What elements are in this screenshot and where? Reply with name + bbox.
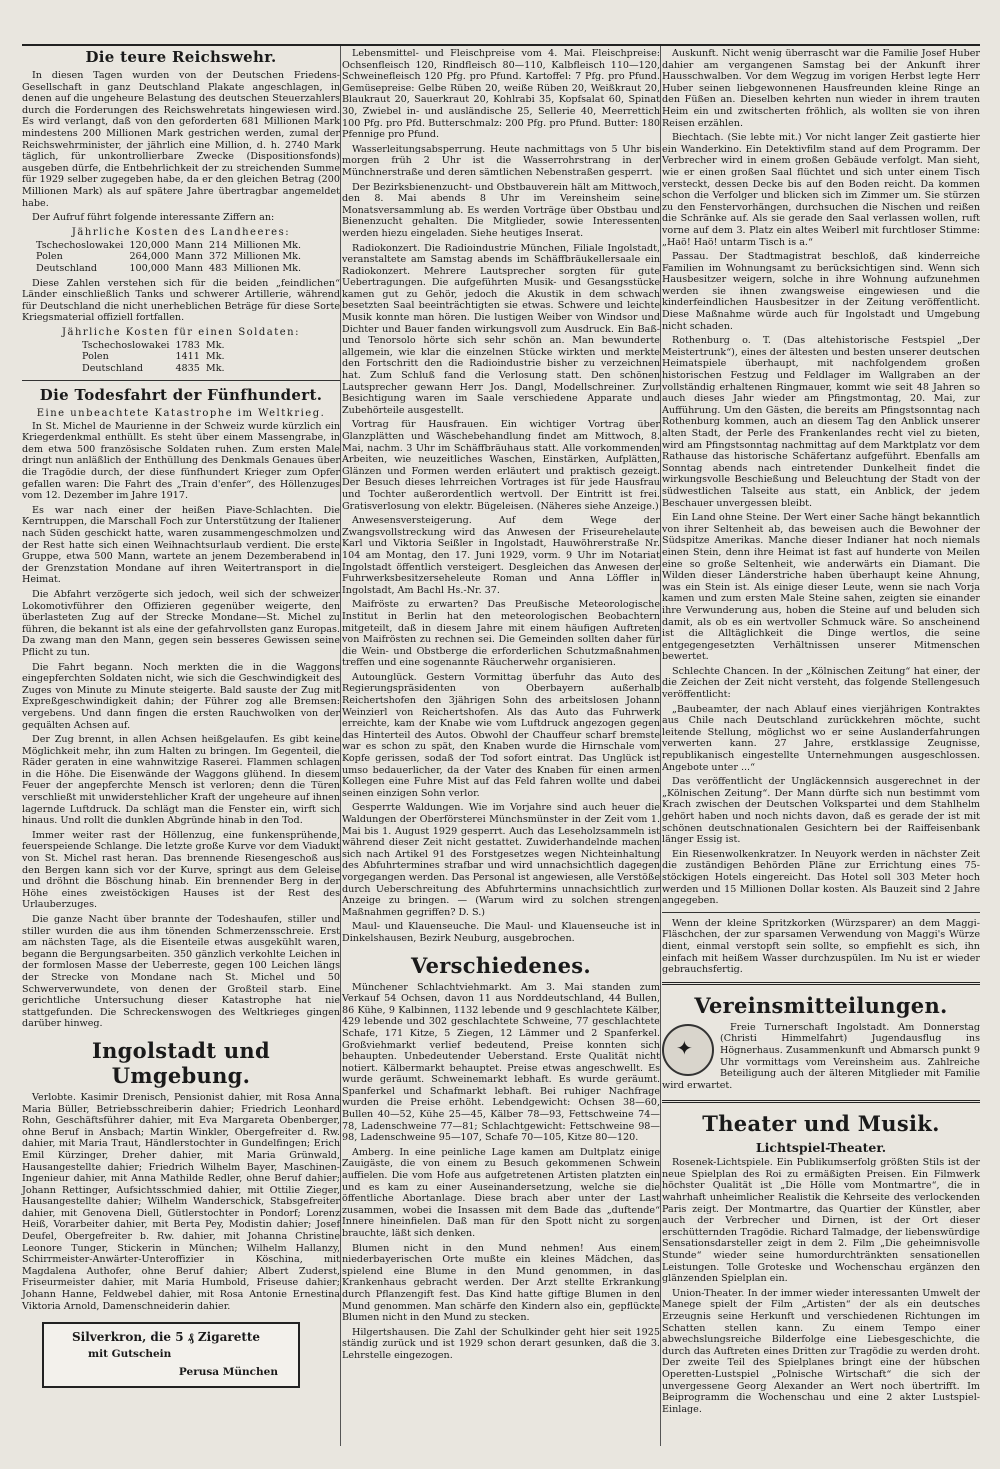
article-paragraph: Immer weiter rast der Höllenzug, eine funkensprühende, feuerspeiende Schlange. Die letzte große Kurve vor dem Viadukt von St. Michel rast heran. Das brennende Riesengeschoß aus den Bergen kann sich vor der Kurve, springt aus dem Geleise und dröhnt die Böschung hinab. Ein brennender Berg in der Höhe eines zweistöckigen Hauses ist der Rest des Urlauberzuges. xyxy=(22,829,340,911)
table-cell: Polen xyxy=(36,251,63,263)
article-paragraph: Das veröffentlicht der Ungläckennsich ausgerechnet in der „Kölnischen Zeitung“. Der Mann dürfte sich nun bestimmt vom Krach zwischen der Deutschen Volkspartei und dem Stahlhelm gehört haben und noch nichts davon, daß es gerade der ist mit schönen deutschnationalen Gesichtern bei der Raiffeisenbank länger Essig ist. xyxy=(662,776,980,846)
article-paragraph: In diesen Tagen wurden von der Deutschen Friedens-Gesellschaft in ganz Deutschland Plakate angeschlagen, in denen auf die ungeheure Belastung des deutschen Steuerzahlers durch die Forderungen des Reichswehretats hingewiesen wird. Es wird verlangt, daß von den geforderten 681 Millionen Mark mindestens 200 Millionen Mark gestrichen werden, zumal der Reichswehrminister, der jährlich eine Million, d. h. 2740 Mark täglich, für unkontrollierbare Zwecke (Dispositionsfonds) ausgeben dürfe, die Entbehrlichkeit der zu streichenden Summe für 1929 selber zugegeben habe, da er den gleichen Betrag (200 Millionen Mark) als auf spätere Jahre übertragbar angemeldet habe. xyxy=(22,70,340,209)
section-headline-verschiedenes: Verschiedenes. xyxy=(410,952,591,978)
table-cell: Mann xyxy=(175,262,204,274)
article-paragraph: Wenn der kleine Spritzkorken (Würzsparer) an dem Maggi-Fläschchen, der zur sparsamen Verwendung von Maggi's Würze dient, einmal verstopft sein sollte, so empfiehlt es sich, ihn einfach mit heißem Wasser durchzuspülen. Im Nu ist er wieder gebrauchsfertig. xyxy=(662,917,980,976)
table-cell: Polen xyxy=(82,351,109,363)
article-paragraph: Rothenburg o. T. (Das altehistorische Festspiel „Der Meistertrunk“), eines der ältesten und besten unserer deutschen Heimatspiele überhaupt, mit nachfolgendem großen historischen Festzug und Feldlager im Wallgraben an der vollständig erhaltenen Ringmauer, kommt wie seit 48 Jahren so auch dieses Jahr wieder am Pfingstmontag, 20. Mai, zur Aufführung. Um den Gästen, die bereits am Pfingstsonntag nach Rothenburg kommen, auch an diesem Tag den Anblick unserer alten Stadt, der Perle des Frankenlandes recht viel zu bieten, wird am Pfingstsonntag nachmittag auf dem Marktplatz vor dem Rathause das historische Schäfertanz aufgeführt. Ebenfalls am Sonntag abends nach eintretender Dunkelheit findet die wirkungsvolle Beschießung und Beleuchtung der Stadt von der südwestlichen Talseite aus statt, ein Anblick, der jedem Beschauer unvergessen bleibt. xyxy=(662,335,980,509)
table-cell: Millionen Mk. xyxy=(233,262,302,274)
article-paragraph: Schlechte Chancen. In der „Kölnischen Zeitung“ hat einer, der die Zeichen der Zeit nicht versteht, das folgende Stellengesuch veröffentlicht: xyxy=(662,665,980,701)
article-paragraph: Union-Theater. In der immer wieder interessanten Umwelt der Manege spielt der Film „Artisten“ der als ein deutsches Erzeugnis seine Herkunft und verschiedenen Richtungen im Schatten stellen kann. Zu einem Tempo einer abwechslungsreiche Bilderfolge eine Liebesgeschichte, die durch das Auftreten eines Dritten zur Tragödie zu werden droht. Der zweite Teil des Spielplanes bringt eine der hübschen Operetten-Lustspiel „Polnische Wirtschaft“ die sich der unvergessene Georg Alexander an Wert noch übertrifft. Im Beiprogramm die Wochenschau und eine 2 akter Lustspiel-Einlage. xyxy=(662,1287,980,1415)
article-paragraph: Die Fahrt begann. Noch merkten die in die Waggons eingepferchten Soldaten nicht, wie sich die Geschwindigkeit des Zuges von Minute zu Minute steigerte. Bald sauste der Zug mit Expreßgeschwindigkeit dahin; der Führer zog alle Bremsen: vergebens. Und dann fingen die ersten Rauchwolken von der gequälten Achsen auf. xyxy=(22,661,340,731)
ad-brand: Perusa München xyxy=(178,1366,278,1379)
divider xyxy=(22,380,340,381)
column-divider xyxy=(340,46,341,1446)
article-paragraph: Der Bezirksbienenzucht- und Obstbauverein hält am Mittwoch, den 8. Mai abends 8 Uhr im Vereinsheim seine Monatsversammlung ab. Es werden Vorträge über Obstbau und Bienenzucht gehalten. Die Mitglieder, sowie Interessenten werden hiezu eingeladen. Siehe heutiges Inserat. xyxy=(342,181,660,239)
table-cell: Deutschland xyxy=(36,262,97,274)
table-row xyxy=(82,351,231,363)
table-cell: 372 xyxy=(209,251,228,263)
table-cell: Mk. xyxy=(205,351,225,363)
article-paragraph: Anwesensversteigerung. Auf dem Wege der Zwangsvollstreckung wird das Anwesen der Friseurehelaute Karl und Viktoria Seißler in Ingolstadt, Hauwöhrerstraße Nr. 104 am Montag, den 17. Juni 1929, vorm. 9 Uhr im Notariat Ingolstadt öffentlich versteigert. Desgleichen das Anwesen der Fuhrwerksbesitzerseheleute Roman und Anna Löffler in Ingolstadt, Am Bachl Hs.-Nr. 37. xyxy=(342,515,660,596)
article-paragraph: Maifröste zu erwarten? Das Preußische Meteorologische Institut in Berlin hat den meteorologischen Beobachtern mitgeteilt, daß in diesem Jahre mit einem häufigen Auftreten von Maifrösten zu rechnen sei. Die Gemeinden sollten daher für die Wein- und Obstberge die erforderlichen Schutzmaßnahmen treffen und eine sogenannte Räucherwehr organisieren. xyxy=(342,599,660,669)
table-cell: Mk. xyxy=(205,339,225,351)
article-paragraph: Blumen nicht in den Mund nehmen! Aus einem niederbayerischen Orte mußte ein kleines Mädchen, das spielend eine Blume in den Mund genommen, in das Krankenhaus gebracht werden. Der Arzt stellte Erkrankung durch Pflanzengift fest. Das Kind hatte giftige Blumen in den Mund genommen. Man schärfe den Kindern also ein, gepflückte Blumen nicht in den Mund zu stecken. xyxy=(342,1242,660,1324)
advertisement-silverkron xyxy=(42,1322,300,1388)
article-paragraph: Autounglück. Gestern Vormittag überfuhr das Auto des Regierungspräsidenten von Oberbayern außerhalb Reichertshofen den 3jährigen Sohn des arbeitslosen Johann Weinzierl von Reichertshofen. Als das Auto das Fuhrwerk erreichte, kam der Knabe wie vom Luftdruck angezogen gegen das Hinterteil des Autos. Obwohl der Chauffeur scharf bremste war es schon zu spät, den Knaben wurde die Hirnschale vom Kopfe gerissen, sodaß der Tod sofort eintrat. Das Unglück ist umso bedauerlicher, da der Vater des Knaben für einen armen Kollegen eine Fuhre Mist auf das Feld fahren wollte und dabei seinen einzigen Sohn verlor. xyxy=(342,671,660,799)
turnerschaft-emblem-icon: ✦ xyxy=(662,1024,714,1076)
table-cell: 4835 xyxy=(175,363,200,375)
article-paragraph: Rosenek-Lichtspiele. Ein Publikumserfolg größten Stils ist der neue Spielplan des Roi zu ermäßigten Preisen. Ein Filmwerk höchster Qualität ist „Die Hölle vom Montmartre“, die in wahrhaft unheimlicher Realistik die Kehrseite des verlockenden Paris zeigt. Der Montmartre, das Quartier der Künstler, aber auch der Verbrecher und Dirnen, ist der Ort dieser erschütternden Tragödie. Richard Talmadge, der liebenswürdige Sensationsdarsteller zeigt in dem 2. Film „Die geheimnisvolle Stunde“ wieder seine humordurchtränkten sensationellen Leistungen. Tolle Groteske und Wochenschau ergänzen den glänzenden Spielplan ein. xyxy=(662,1157,980,1285)
section-headline-vereinsmitteilungen: Vereinsmitteilungen. xyxy=(694,992,948,1018)
subheadline: Eine unbeachtete Katastrophe im Weltkrieg. xyxy=(36,407,326,419)
divider xyxy=(662,1100,980,1103)
article-paragraph: Maul- und Klauenseuche. Die Maul- und Klauenseuche ist in Dinkelshausen, Bezirk Neuburg, ausgebrochen. xyxy=(342,921,660,944)
table-cell: 264,000 xyxy=(129,251,170,263)
cost-table-soldat xyxy=(82,340,231,375)
article-paragraph: Biechtach. (Sie lebte mit.) Vor nicht langer Zeit gastierte hier ein Wanderkino. Ein Detektivfilm stand auf dem Programm. Der Verbrecher wird in einem großen Gebäude verfolgt. Man sieht, wie er einen großen Saal flüchtet und sich unter einem Tisch versteckt, dessen Decke bis auf den Boden reicht. Da kommen schon die Verfolger und blicken sich im Zimmer um. Sie stürzen zu den Fenstervorhängen, durchsuchen die Nischen und reißen die Schränke auf. Als sie gerade den Saal verlassen wollen, ruft vorne auf dem 3. Platz ein altes Weiberl mit furchtloser Stimme: „Haö! Haö! untarm Tisch is a.“ xyxy=(662,132,980,248)
subheadline-lichtspiel: Lichtspiel-Theater. xyxy=(755,1140,887,1156)
ad-subline: mit Gutschein xyxy=(88,1348,172,1361)
article-paragraph: Ein Land ohne Steine. Der Wert einer Sache hängt bekanntlich von ihrer Seltenheit ab, das beweisen auch die Bewohner der Südspitze Amerikas. Manche dieser Indianer hat noch niemals einen Stein, denn ihre Heimat ist fast auf hunderte von Meilen eine so große Seltenheit, wie anderwärts ein Diamant. Die Wilden dieser Länderstriche haben überhaupt keine Ahnung, was ein Stein ist. Als einige dieser Leute, wenn sie nach Vorja kamen und zum ersten Male Steine sahen, zeigten sie einander ihre Verwunderung aus, hoben die Steine auf und beluden sich damit, als ob es ein wertvoller Schmuck wäre. So anscheinend ist die Alltäglichkeit die Dinge wertlos, die seine entgegengesetzten Verhältnissen unserer Mitmenschen bewertet. xyxy=(662,512,980,663)
table-cell: Mann xyxy=(175,239,204,251)
article-paragraph: „Baubeamter, der nach Ablauf eines vierjährigen Kontraktes aus Chile nach Deutschland zurückkehren möchte, sucht leitende Stellung, möglichst wo er seine Auslanderfahrungen verwerten kann. 27 Jahre, erstklassige Zeugnisse, republikanisch eingestellte Unternehmungen ausgeschlossen. Angebote unter ...“ xyxy=(662,703,980,773)
table-cell: 1783 xyxy=(175,339,200,351)
article-paragraph: Der Aufruf führt folgende interessante Ziffern an: xyxy=(32,212,275,224)
article-paragraph: Passau. Der Stadtmagistrat beschloß, daß kinderreiche Familien im Wohnungsamt zu berücksichtigen sind. Wenn sich Hausbesitzer weigern, solche in ihre Wohnung aufzunehmen werden sie ihnen zwangsweise eingewiesen und die kinderfeindlichen Hausbesitzer in der Zeitung veröffentlicht. Diese Maßnahme würde auch für Ingolstadt und Umgebung nicht schaden. xyxy=(662,251,980,332)
article-paragraph: Gesperrte Waldungen. Wie im Vorjahre sind auch heuer die Waldungen der Oberförsterei Münchsmünster in der Zeit vom 1. Mai bis 1. August 1929 gesperrt. Auch das Leseholzsammeln ist während dieser Zeit nicht gestattet. Zuwiderhandelnde machen sich nach Artikel 91 des Forstgesetzes wegen Nichteinhaltung des Abfuhrtermines strafbar und wird unnachsichtlich dagegen vorgegangen werden. Das Personal ist angewiesen, alle Verstöße durch Ueberschreitung des Abfuhrtermins unnachsichtlich zur Anzeige zu bringen. — (Warum wird zu solchen strengen Maßnahmen gegriffen? D. S.) xyxy=(342,802,660,918)
article-paragraph: Hilgertshausen. Die Zahl der Schulkinder geht hier seit 1925 ständig zurück und ist 1929 schon derart gesunken, daß die 3. Lehrstelle eingezogen. xyxy=(342,1326,660,1361)
article-paragraph: Freie Turnerschaft Ingolstadt. Am Donnerstag (Christi Himmelfahrt) Jugendausflug ins Högnerhaus. Zusammenkunft und Abmarsch punkt 9 Uhr vormittags vom Vereinsheim aus. Zahlreiche Beteiligung auch der älteren Mitglieder mit Familie wird erwartet. xyxy=(662,1021,980,1091)
table-cell: Millionen Mk. xyxy=(233,251,302,263)
article-paragraph: Münchener Schlachtviehmarkt. Am 3. Mai standen zum Verkauf 54 Ochsen, davon 11 aus Norddeutschland, 44 Bullen, 86 Kühe, 9 Kalbinnen, 1132 lebende und 9 geschlachtete Kälber, 429 lebende und 302 geschlachtete Schweine, 77 geschlachtete Schafe, 171 Kitze, 5 Ziegen, 12 Lämmer und 2 Spanferkel. Großviehmarkt verlief bedeutend, Preise konnten sich behaupten. Unbedeutender Ueberstand. Erste Qualität nicht notiert. Kälbermarkt behauptet. Preise etwas angeschwellt. Es wurde geräumt. Schweinemarkt lebhaft. Es wurde geräumt. Spanferkel und Schafmarkt lebhaft. Bei ruhiger Nachfrage wurden die Preise erhöht. Lebendgewicht: Ochsen 38—60, Bullen 40—52, Kühe 25—45, Kälber 78—93, Fettschweine 74—78, Ladenschweine 77—81; Schlachtgewicht: Fettschweine 98—98, Ladenschweine 95—107, Schafe 70—105, Kitze 80—120. xyxy=(342,981,660,1144)
article-paragraph: Es war nach einer der heißen Piave-Schlachten. Die Kerntruppen, die Marschall Foch zur Unterstützung der Italiener nach Süden geschickt hatte, waren zusammengeschmolzen und der Rest hatte sich einen Weihnachtsurlaub verdient. Die erste Gruppe, etwa 500 Mann, wartete an jenem Dezemberabend in der Grenzstation Mondane auf ihren Weitertransport in die Heimat. xyxy=(22,504,340,586)
table-cell: Tschechoslowakei xyxy=(82,339,170,351)
section-headline-theater: Theater und Musik. xyxy=(702,1111,940,1137)
article-paragraph: Wasserleitungsabsperrung. Heute nachmittags von 5 Uhr bis morgen früh 2 Uhr ist die Wasserrohrstrang in der Münchnerstraße und deren sämtlichen Nebenstraßen gesperrt. xyxy=(342,143,660,178)
table-caption: Jährliche Kosten des Landheeres: xyxy=(71,226,291,238)
article-paragraph: Diese Zahlen verstehen sich für die beiden „feindlichen“ Länder einschließlich Tanks und schwerer Artillerie, während für Deutschland die nicht unerheblichen Beträge für diese Sorte Kriegsmaterial offiziell fortfallen. xyxy=(22,277,340,324)
article-paragraph: Auskunft. Nicht wenig überrascht war die Familie Josef Huber dahier am vergangenen Samstag bei der Ankunft ihrer Hausschwalben. Vor dem Wegzug im vorigen Herbst legte Herr Huber seinen liebgewonnenen Hausfreunden kleine Ringe an den Füßen an. Dieselben kehrten nun wieder in ihrem trauten Heim ein und zwitscherten fröhlich, als wollten sie von ihren Reisen erzählen. xyxy=(662,48,980,129)
column-divider xyxy=(660,46,661,1446)
table-cell: 483 xyxy=(209,262,228,274)
article-paragraph: In St. Michel de Maurienne in der Schweiz wurde kürzlich ein Kriegerdenkmal enthüllt. Es steht über einem Massengrabe, in dem etwa 500 französische Soldaten ruhen. Zum ersten Male dringt nun anläßlich der Enthüllung des Denkmals Genaues über die Tragödie durch, der diese fünfhundert Krieger zum Opfer gefallen waren: Die Fahrt des „Train d'enfer“, des Höllenzuges vom 12. Dezember im Jahre 1917. xyxy=(22,420,340,502)
header-rule xyxy=(22,44,980,46)
article-paragraph: Verlobte. Kasimir Drenisch, Pensionist dahier, mit Rosa Anna Maria Büller, Betriebsschreiberin dahier; Friedrich Leonhard Rohn, Geschäftsführer dahier, mit Eva Margareta Obenberger, ohne Beruf in Ansbach; Martin Winkler, Obergefreiter d. Rw. dahier, mit Maria Traut, Händlerstochter in Gundelfingen; Erich Emil Kürzinger, Dreher dahier, mit Maria Grünwald, Hausangestellte dahier; Friedrich Wilhelm Bayer, Maschinen-Ingenieur dahier, mit Anna Mathilde Redler, ohne Beruf dahier; Johann Rettinger, Aufsichtsschmied dahier, mit Ottilie Zieger, Hausangestellte dahier; Wilhelm Wanderschick, Stabsgefreiter dahier, mit Genovena Diell, Gütlerstochter in Pondorf; Lorenz Heiß, Vorarbeiter dahier, mit Berta Pey, Modistin dahier; Josef Deufel, Obergefreiter b. Rw. dahier, mit Johanna Christine Leonore Tunger, Stickerin in München; Wilhelm Hallanzy, Schirrmeister-Anwärter-Unteroffizier in Köschina, mit Magdalena Authofer, ohne Beruf dahier; Albert Zuderst, Friseurmeister dahier, mit Maria Humbold, Friseuse dahier; Johann Hanne, Feldwebel dahier, mit Rosa Antonie Ernestina Viktoria Arnold, Damenschneiderin dahier. xyxy=(22,1091,340,1312)
divider xyxy=(662,982,980,985)
table-cell: Mk. xyxy=(205,363,225,375)
table-cell: Tschechoslowakei xyxy=(36,239,124,251)
headline-reichswehr: Die teure Reichswehr. xyxy=(85,48,277,66)
headline-todesfahrt: Die Todesfahrt der Fünfhundert. xyxy=(39,385,323,404)
section-headline-ingolstadt: Ingolstadt und Umgebung. xyxy=(91,1037,270,1088)
table-cell: 214 xyxy=(209,239,228,251)
table-cell: Deutschland xyxy=(82,363,143,375)
article-paragraph: Lebensmittel- und Fleischpreise vom 4. Mai. Fleischpreise: Ochsenfleisch 120, Rindfleisch 80—110, Kalbfleisch 110—120, Schweinefleisch 120 Pfg. pro Pfund. Kartoffel: 7 Pfg. pro Pfund. Gemüsepreise: Gelbe Rüben 20, weiße Rüben 20, Weißkraut 20, Blaukraut 20, Sauerkraut 20, Kohlrabi 35, Kopfsalat 60, Spinat 30, Zwiebel in- und ausländische 25, Sellerie 40, Meerrettich 100 Pfg. pro Pfd. Butterschmalz: 200 Pfg. pro Pfund. Butter: 180 Pfennige pro Pfund. xyxy=(342,48,660,141)
cost-table-landheer xyxy=(36,240,307,275)
table-row xyxy=(36,240,307,252)
table-cell: Mann xyxy=(175,251,204,263)
table-row xyxy=(36,263,307,275)
ad-headline: Silverkron, die 5 ₰ Zigarette xyxy=(72,1330,261,1345)
table-cell: Millionen Mk. xyxy=(233,239,302,251)
article-paragraph: Radiokonzert. Die Radioindustrie München, Filiale Ingolstadt, veranstaltete am Samstag abends im Schäffbräukellersaale ein Radiokonzert. Mehrere Lautsprecher sorgten für gute Uebertragungen. Die aufgeführten Musik- und Gesangsstücke kamen gut zu Gehör, jedoch die Akustik in dem schwach besetzten Saal beeinträchtigten sie etwas. Schwere und leichte Musik konnte man hören. Die lustigen Weiber von Windsor und Dichter und Bauer fanden wirkungsvoll zum Ausdruck. Ein Baß- und Tenorsolo hörte sich sehr schön an. Man bewunderte allgemein, wie klar die einzelnen Stücke wirkten und merkte den Fortschritt den die Radioindustrie bisher zu verzeichnen hat. Zum Schluß fand die Verlosung statt. Den schönen Lautsprecher gewann Herr Jos. Dangl, Modellschreiner. Zur Besichtigung waren im Saale verschiedene Apparate und Zubehörteile ausgestellt. xyxy=(342,242,660,416)
column-2 xyxy=(342,48,660,1365)
table-cell: 120,000 xyxy=(129,239,170,251)
column-3 xyxy=(662,48,980,1418)
table-cell: 100,000 xyxy=(129,262,170,274)
table-row xyxy=(82,363,231,375)
table-row xyxy=(82,340,231,352)
article-paragraph: Vortrag für Hausfrauen. Ein wichtiger Vortrag über Glanzplätten und Wäschebehandlung findet am Mittwoch, 8. Mai, nachm. 3 Uhr im Schäffbräuhaus statt. Alle vorkommenden Arbeiten, wie neuzeitliches Waschen, Einstärken, Aufplätten, Glänzen und Formen werden erläutert und praktisch gezeigt. Der Besuch dieses lehrreichen Vortrages ist für jede Hausfrau und Tochter außerordentlich wertvoll. Der Eintritt ist frei. Gratisverlosung von elektr. Bügeleisen. (Näheres siehe Anzeige.) xyxy=(342,419,660,512)
article-paragraph: Der Zug brennt, in allen Achsen heißgelaufen. Es gibt keine Möglichkeit mehr, ihn zum Halten zu bringen. Im Gegenteil, die Räder geraten in eine wahnwitzige Raserei. Flammen schlagen in die Höhe. Die Eisenwände der Waggons glühend. In diesem Feuer der angepferchte Mensch ist verloren; denn die Türen verschließt mit unwiderstehlicher Kraft der ungeheure auf ihnen lagernde Luftdruck. Da schlägt man die Fenster ein, wirft sich hinaus. Und rollt die dunklen Abgründe hinab in den Tod. xyxy=(22,734,340,827)
table-caption: Jährliche Kosten für einen Soldaten: xyxy=(61,326,300,338)
article-paragraph: Die Abfahrt verzögerte sich jedoch, weil sich der schweizer Lokomotivführer den Offizieren gegenüber weigerte, den überlasteten Zug auf der Strecke Mondane—St. Michel zu führen, die bekannt ist als eine der gefahrvollsten ganz Europas. Da zwang man den Mann, gegen sein besseres Gewissen seine Pflicht zu tun. xyxy=(22,588,340,658)
article-paragraph: Die ganze Nacht über brannte der Todeshaufen, stiller und stiller wurden die aus ihm tönenden Schmerzensschreie. Erst am nächsten Tage, als die Eisenteile etwas ausgekühlt waren, begann die Bergungsarbeiten. 350 gänzlich verkohlte Leichen in der formlosen Masse der Ueberreste, gegen 100 Leichen längs der Strecke von Mondane nach St. Michel und 50 Schwerverwundete, von denen der Großteil starb. Eine gerichtliche Untersuchung dieser Katastrophe hat nie stattgefunden. Die Schreckenswogen des Weltkrieges gingen darüber hinweg. xyxy=(22,914,340,1030)
table-row xyxy=(36,251,307,263)
article-paragraph: Ein Riesenwolkenkratzer. In Neuyork werden in nächster Zeit die zuständigen Behörden Pläne zur Errichtung eines 75-stöckigen Hotels eingereicht. Das Hotel soll 303 Meter hoch werden und 15 Millionen Dollar kosten. Als Bauzeit sind 2 Jahre angegeben. xyxy=(662,848,980,907)
article-paragraph: Amberg. In eine peinliche Lage kamen am Dultplatz einige Zauigäste, die von einem zu Besuch gekommenen Schwein auffielen. Die vom Hofe aus aufgetretenen Artisten platzten ein und es kam zu einer Auseinandersetzung, welche sie die öffentliche Abortanlage. Diese brach aber unter der Last zusammen, wobei die Insassen mit dem Bade das „duftende“ Innere hineinfielen. Daß man für den Spott nicht zu sorgen brauchte, läßt sich denken. xyxy=(342,1146,660,1239)
divider xyxy=(662,912,980,913)
column-1 xyxy=(22,48,340,1388)
table-cell: 1411 xyxy=(175,351,200,363)
